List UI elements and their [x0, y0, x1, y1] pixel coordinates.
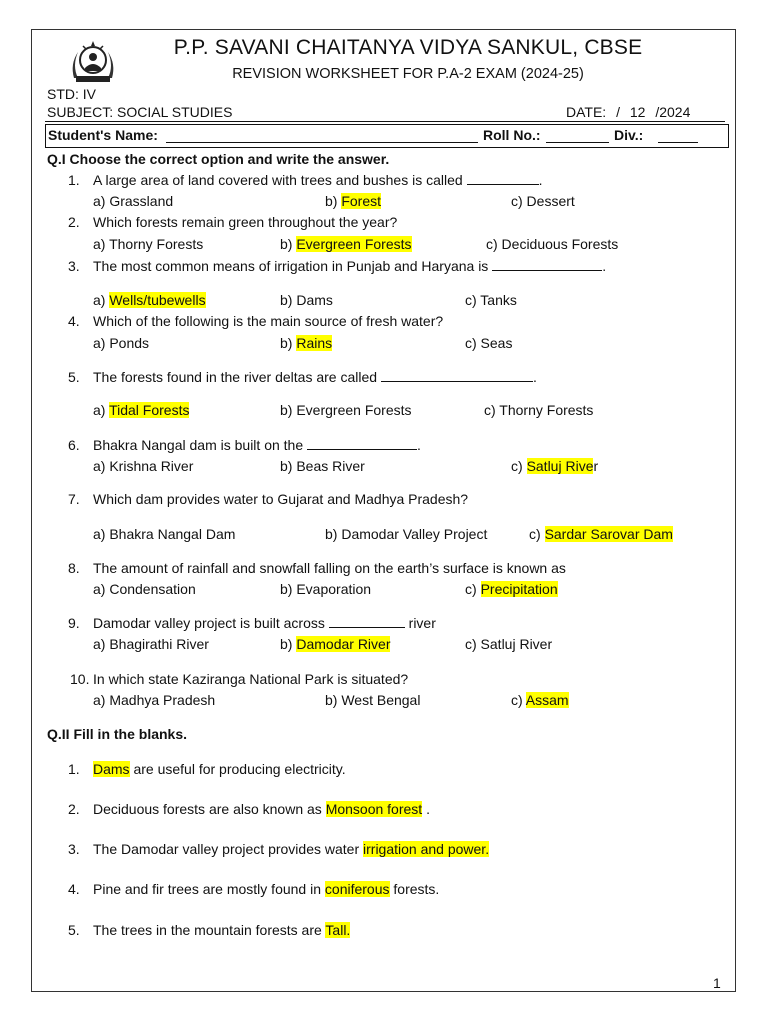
- question-number: 6.: [68, 437, 80, 453]
- option-b: b) Evergreen Forests: [280, 236, 412, 252]
- option-a: a) Krishna River: [93, 458, 194, 474]
- highlighted-answer: Damodar River: [296, 636, 391, 652]
- worksheet-title: REVISION WORKSHEET FOR P.A-2 EXAM (2024-25): [232, 66, 584, 82]
- highlighted-answer: Monsoon forest: [325, 801, 423, 817]
- subject-label: SUBJECT: SOCIAL STUDIES: [47, 104, 233, 120]
- question-number: 5.: [68, 369, 80, 385]
- option-a: a) Ponds: [93, 335, 150, 351]
- highlighted-answer: Tidal Forests: [109, 402, 190, 418]
- std-label: STD: IV: [47, 86, 97, 102]
- page-number: 1: [713, 975, 721, 991]
- question-text: The forests found in the river deltas are called .: [93, 369, 537, 385]
- roll-no-label: Roll No.:: [483, 127, 541, 143]
- question-number: 3.: [68, 258, 80, 274]
- question-text: Bhakra Nangal dam is built on the .: [93, 437, 421, 453]
- option-b: b) Damodar River: [280, 636, 391, 652]
- student-name-field[interactable]: [166, 142, 478, 143]
- school-name: P.P. SAVANI CHAITANYA VIDYA SANKUL, CBSE: [173, 36, 643, 59]
- question-text: Which forests remain green throughout the year?: [93, 214, 398, 230]
- fill-blank-text: The trees in the mountain forests are Tall.: [93, 922, 351, 938]
- option-c: c) Seas: [465, 335, 513, 351]
- question-number: 1.: [68, 172, 80, 188]
- blank-number: 1.: [68, 761, 80, 777]
- option-a: a) Grassland: [93, 193, 174, 209]
- option-b: b) Dams: [280, 292, 333, 308]
- question-text: In which state Kaziranga National Park is situated?: [93, 671, 409, 687]
- highlighted-answer: Precipitation: [480, 581, 558, 597]
- option-b: b) West Bengal: [325, 692, 421, 708]
- blank-number: 2.: [68, 801, 80, 817]
- highlighted-answer: Dams: [93, 761, 130, 777]
- highlighted-answer: Assam: [525, 692, 569, 708]
- blank-number: 4.: [68, 881, 80, 897]
- student-info-box: [45, 124, 729, 148]
- highlighted-answer: Wells/tubewells: [109, 292, 206, 308]
- section1-title: Q.I Choose the correct option and write the answer.: [47, 151, 390, 167]
- fill-blank-text: Deciduous forests are also known as Monsoon forest .: [93, 801, 430, 817]
- question-number: 7.: [68, 491, 80, 507]
- question-text: The amount of rainfall and snowfall falling on the earth’s surface is known as: [93, 560, 566, 576]
- option-c: c) Assam: [511, 692, 569, 708]
- question-number: 4.: [68, 313, 80, 329]
- question-text: Which dam provides water to Gujarat and Madhya Pradesh?: [93, 491, 469, 507]
- option-c: c) Dessert: [511, 193, 575, 209]
- option-c: c) Sardar Sarovar Dam: [529, 526, 673, 542]
- question-text: A large area of land covered with trees and bushes is called .: [93, 172, 543, 188]
- question-number: 10.: [70, 671, 90, 687]
- option-c: c) Thorny Forests: [484, 402, 594, 418]
- question-number: 9.: [68, 615, 80, 631]
- option-c: c) Precipitation: [465, 581, 558, 597]
- blank-number: 5.: [68, 922, 80, 938]
- option-b: b) Damodar Valley Project: [325, 526, 488, 542]
- roll-no-field[interactable]: [546, 142, 609, 143]
- answer-blank[interactable]: [329, 617, 405, 628]
- header-divider: [45, 121, 725, 122]
- blank-number: 3.: [68, 841, 80, 857]
- div-label: Div.:: [614, 127, 644, 143]
- option-a: a) Wells/tubewells: [93, 292, 206, 308]
- option-c: c) Tanks: [465, 292, 517, 308]
- highlighted-answer: Rains: [296, 335, 333, 351]
- question-number: 8.: [68, 560, 80, 576]
- question-text: Damodar valley project is built across river: [93, 615, 436, 631]
- fill-blank-text: Dams are useful for producing electricity.: [93, 761, 346, 777]
- highlighted-answer: Forest: [341, 193, 382, 209]
- highlighted-answer: Sardar Sarovar Dam: [544, 526, 673, 542]
- option-c: c) Deciduous Forests: [486, 236, 619, 252]
- answer-blank[interactable]: [467, 174, 539, 185]
- date-label: DATE: / 12 /2024: [566, 104, 691, 120]
- option-c: c) Satluj River: [465, 636, 553, 652]
- option-b: b) Forest: [325, 193, 382, 209]
- div-field[interactable]: [658, 142, 698, 143]
- student-name-label: Student's Name:: [48, 127, 158, 143]
- answer-blank[interactable]: [381, 371, 533, 382]
- highlighted-answer: coniferous: [324, 881, 390, 897]
- option-b: b) Evergreen Forests: [280, 402, 412, 418]
- option-b: b) Beas River: [280, 458, 365, 474]
- highlighted-answer: Evergreen Forests: [296, 236, 412, 252]
- option-b: b) Evaporation: [280, 581, 372, 597]
- question-text: Which of the following is the main source of fresh water?: [93, 313, 444, 329]
- highlighted-answer: Tall.: [325, 922, 351, 938]
- highlighted-answer: irrigation and power.: [363, 841, 490, 857]
- option-a: a) Bhagirathi River: [93, 636, 209, 652]
- fill-blank-text: Pine and fir trees are mostly found in coniferous forests.: [93, 881, 440, 897]
- question-number: 2.: [68, 214, 80, 230]
- highlighted-answer: Satluj Rive: [526, 458, 594, 474]
- option-c: c) Satluj River: [511, 458, 599, 474]
- fill-blank-text: The Damodar valley project provides water irrigation and power.: [93, 841, 490, 857]
- option-a: a) Tidal Forests: [93, 402, 190, 418]
- answer-blank[interactable]: [307, 439, 417, 450]
- option-a: a) Madhya Pradesh: [93, 692, 216, 708]
- option-a: a) Bhakra Nangal Dam: [93, 526, 236, 542]
- option-b: b) Rains: [280, 335, 333, 351]
- option-a: a) Condensation: [93, 581, 196, 597]
- section2-title: Q.II Fill in the blanks.: [47, 726, 188, 742]
- answer-blank[interactable]: [492, 260, 602, 271]
- option-a: a) Thorny Forests: [93, 236, 204, 252]
- question-text: The most common means of irrigation in Punjab and Haryana is .: [93, 258, 607, 274]
